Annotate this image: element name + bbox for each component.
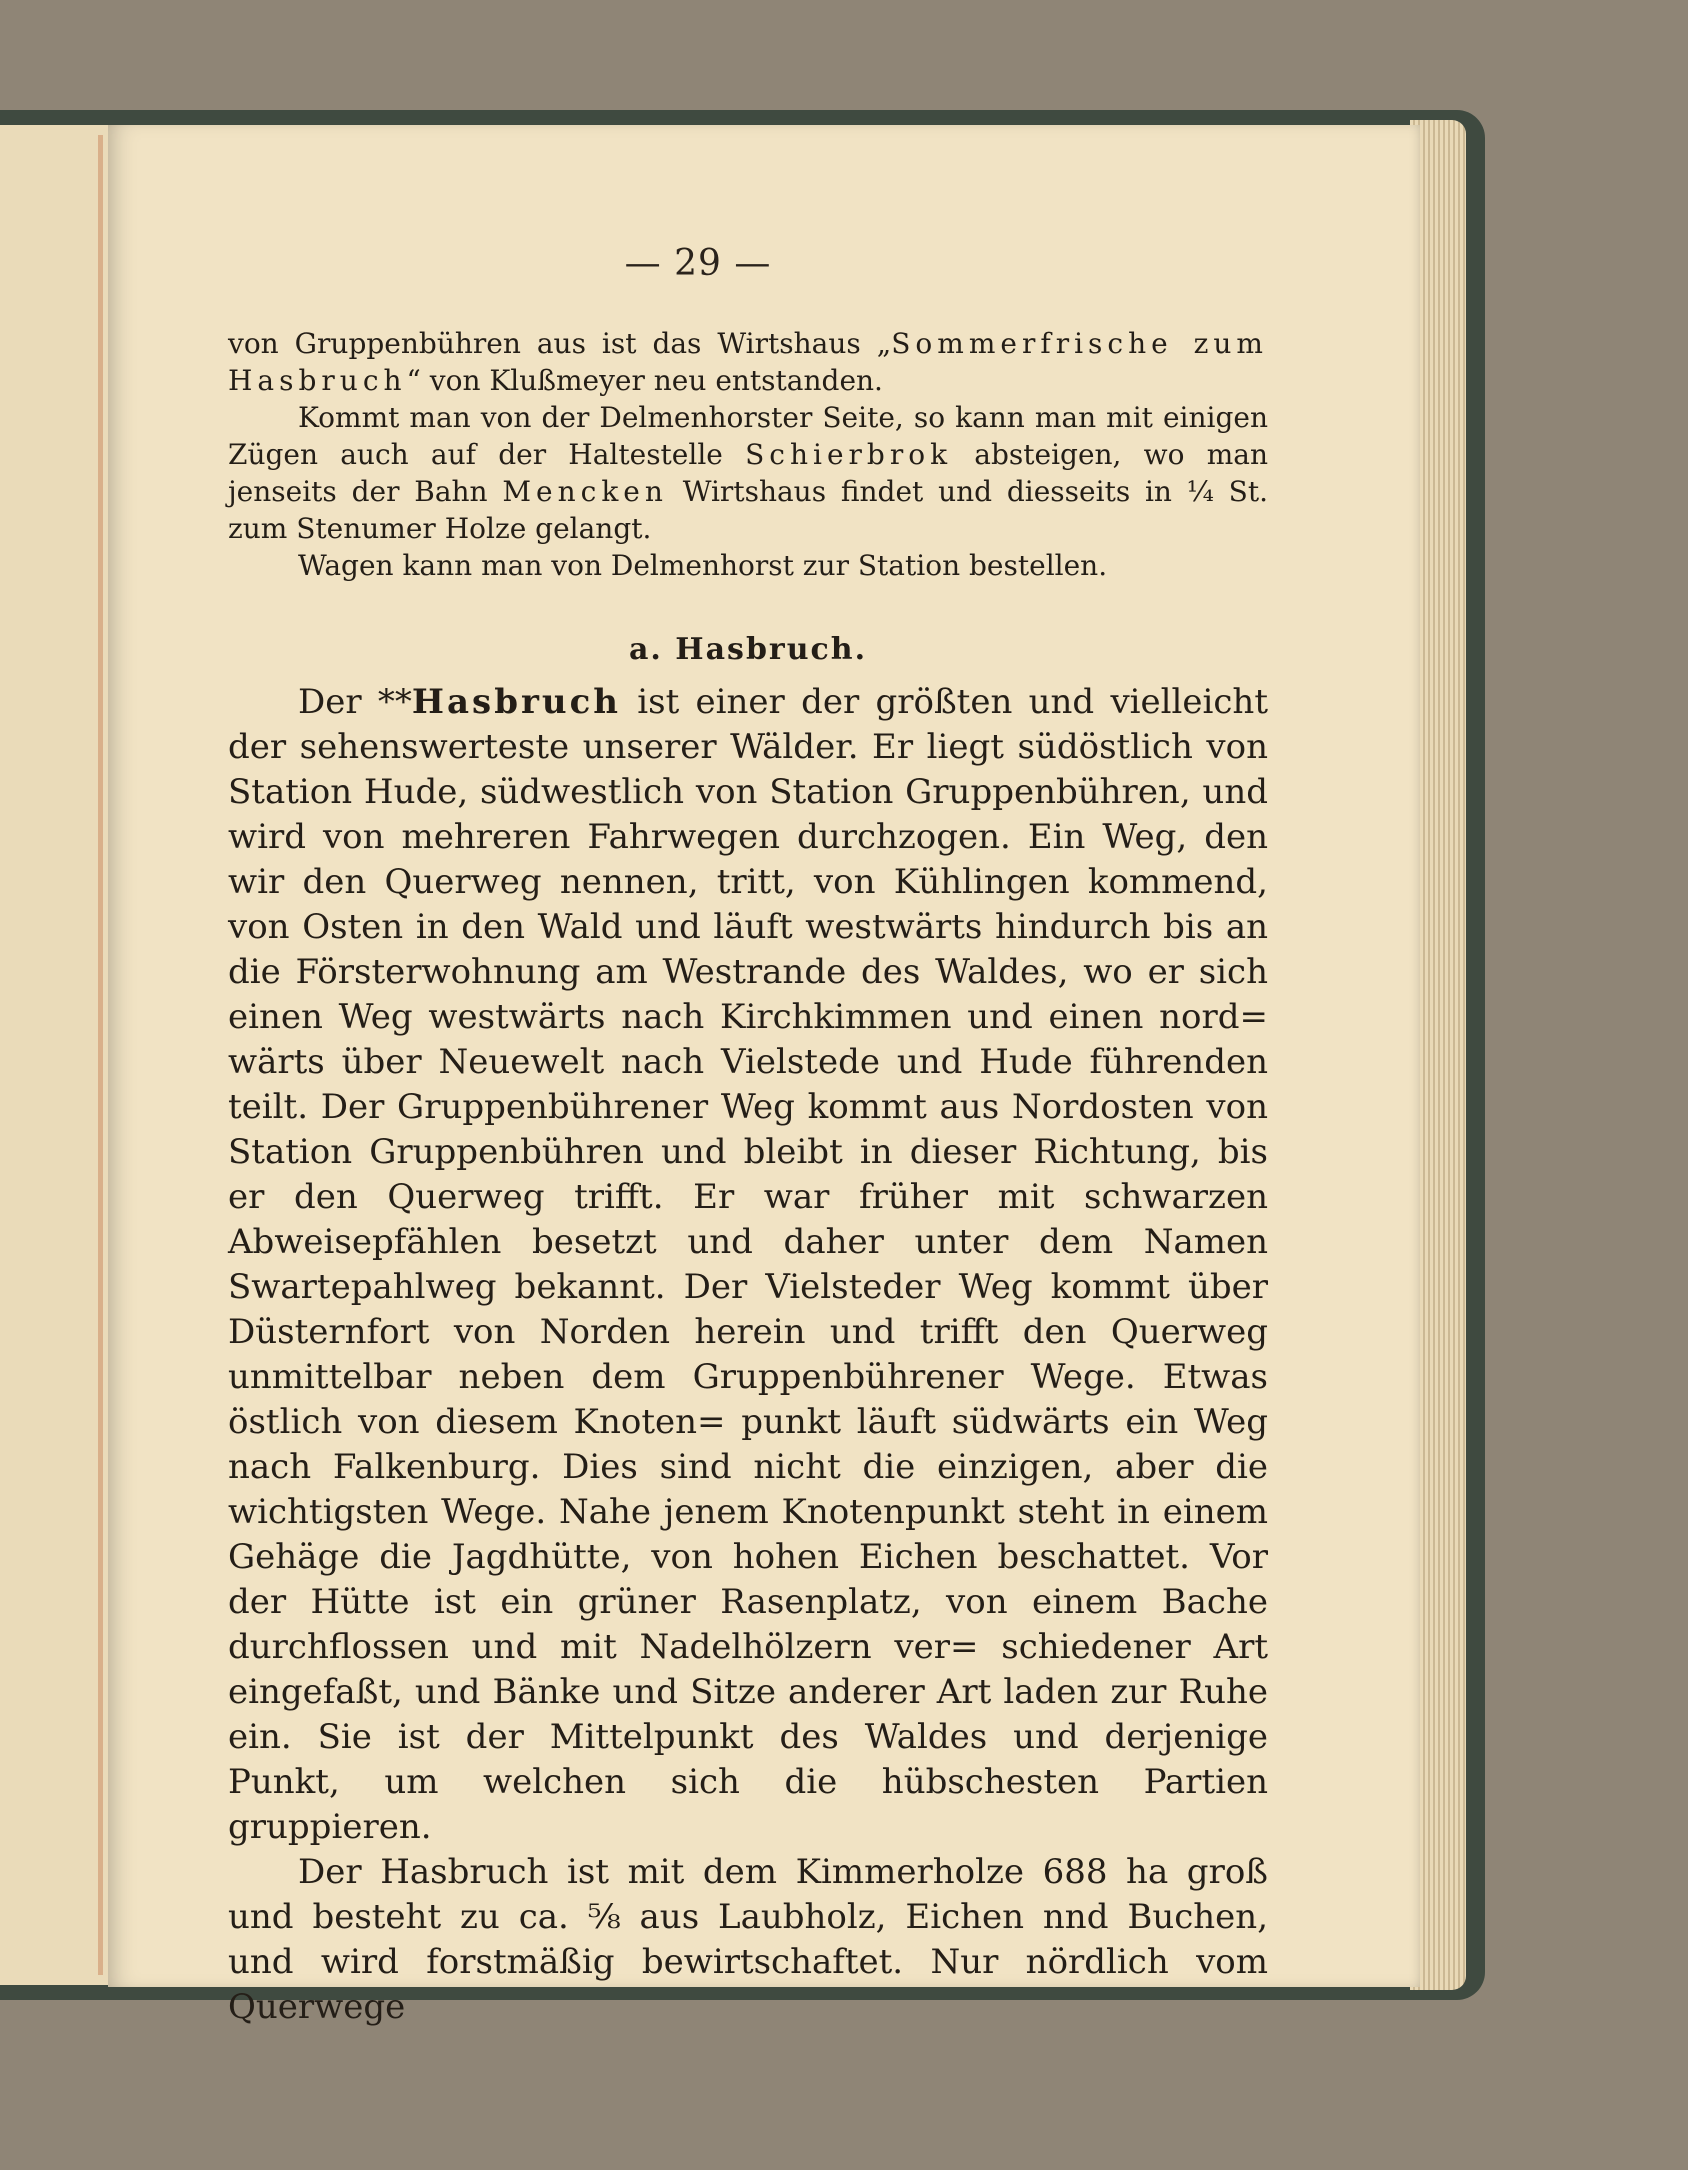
intro-spaced-name: Sommerfrische zum Hasbruch: [228, 327, 1268, 397]
page-number: — 29 —: [624, 243, 772, 284]
intro-text: [228, 325, 1268, 584]
main-text: [228, 613, 1268, 2030]
intro-p2-c: Wirtshaus findet und diesseits in ¼ St. zum Stenumer Holze gelangt.: [228, 475, 1269, 545]
intro-paragraph-3: Wagen kann man von Delmenhorst zur Station bestellen.: [298, 549, 1108, 582]
page-margin-rule: [98, 135, 103, 1975]
main-p1-bold: Hasbruch: [411, 682, 622, 722]
intro-paragraph-2: [228, 399, 1268, 547]
main-p1-a: Der **: [298, 682, 412, 722]
station-name-schierbrok: Schierbrok: [745, 438, 953, 471]
main-p1-b: ist einer der größten und vielleicht der sehenswerteste unserer Wälder. Er liegt südöstlich von Station Hude, südwestlich von Station Gruppenbühren, und wird von mehreren Fahrwegen durchzogen. Ein Weg, den wir den Querweg nennen, tritt, von Kühlingen kommend, von Osten in den Wald und läuft westwärts hindurch bis an die Försterwohnung am Westrande des Waldes, wo er sich einen Weg westwärts nach Kirchkimmen und einen nord= wärts über Neuewelt nach Vielstede und Hude führenden teilt. Der Gruppenbührener Weg kommt aus Nordosten von Station Gruppenbühren und bleibt in dieser Richtung, bis er den Querweg trifft. Er war früher mit schwarzen Abweisepfählen besetzt und daher unter dem Namen Swartepahlweg bekannt. Der Vielsteder Weg kommt über Düsternfort von Norden herein und trifft den Querweg unmittelbar neben dem Gruppenbührener Wege. Etwas östlich von diesem Knoten= punkt läuft südwärts ein Weg nach Falkenburg. Dies sind nicht die einzigen, aber die wichtigsten Wege. Nahe jenem Knotenpunkt steht in einem Gehäge die Jagdhütte, von hohen Eichen beschattet. Vor der Hütte ist ein grüner Rasenplatz, von einem Bache durchflossen und mit Nadelhölzern ver= schiedener Art eingefaßt, und Bänke und Sitze anderer Art laden zur Ruhe ein. Sie ist der Mittelpunkt des Waldes und derjenige Punkt, um welchen sich die hübschesten Partien gruppieren.: [228, 682, 1268, 1847]
main-paragraph-1: [228, 680, 1268, 1850]
inn-name-mencken: Mencken: [502, 475, 668, 508]
main-paragraph-2: Der Hasbruch ist mit dem Kimmerholze 688 ha groß und besteht zu ca. ⅝ aus Laubholz, Eichen nnd Buchen, und wird forstmäßig bewirtschaftet. Nur nördlich vom Querwege: [228, 1852, 1268, 2027]
intro-p2-a: Kommt man von der Delmenhorster Seite, so kann man mit einigen Zügen auch auf der Haltestelle: [228, 401, 1268, 471]
previous-page-edge: [0, 125, 111, 1985]
intro-p2-b: absteigen, wo man jenseits der Bahn: [228, 438, 1268, 508]
intro-paragraph-1: [228, 325, 1268, 399]
section-heading: a. Hasbruch.: [628, 632, 868, 667]
intro-line1-a: von Gruppenbühren aus ist das Wirtshaus „: [228, 327, 892, 360]
book-page: [108, 125, 1420, 2027]
intro-line1-b: “ von Klußmeyer neu entstanden.: [406, 364, 883, 397]
